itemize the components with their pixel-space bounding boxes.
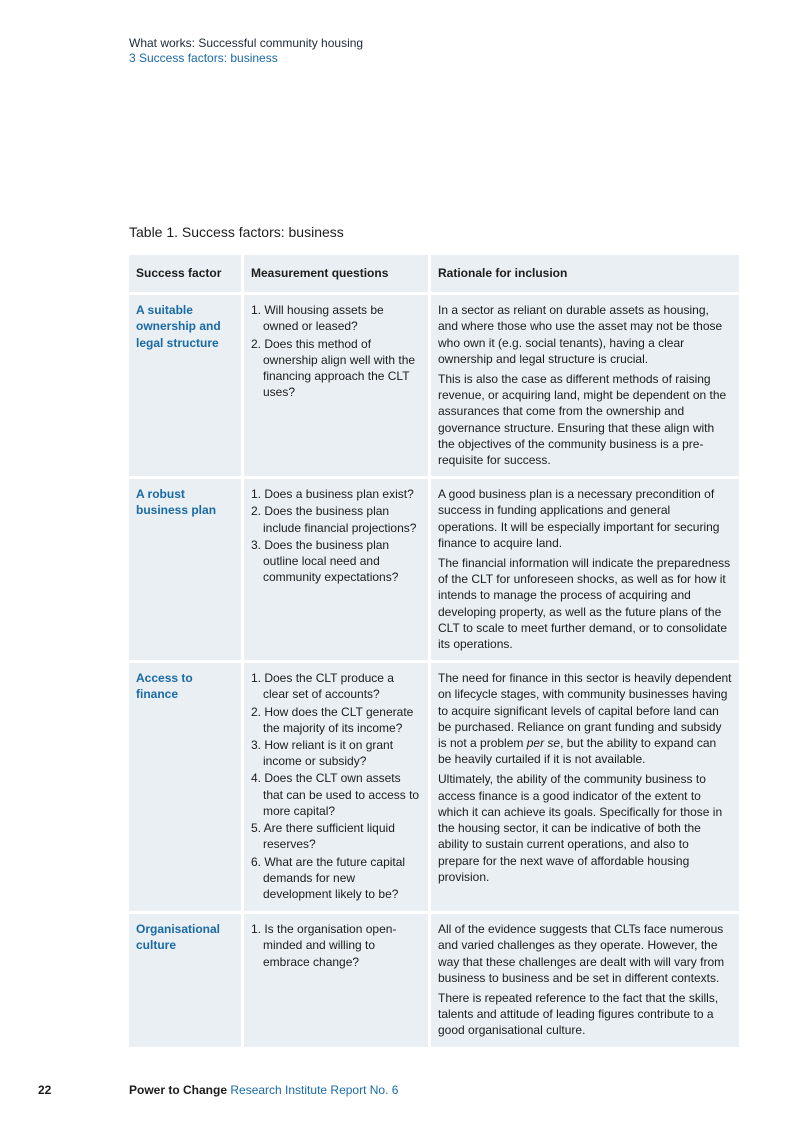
table-row [129, 479, 739, 660]
success-factors-table [126, 252, 742, 1050]
rationale-cell [431, 479, 739, 660]
rationale-cell [431, 663, 739, 911]
question-item: 2. Does the business plan include financial projections? [251, 504, 417, 535]
rationale-paragraph: There is repeated reference to the fact that the skills, talents and attitude of leading figures contribute to a good organisational culture. [438, 990, 719, 1038]
question-item: 3. How reliant is it on grant income or subsidy? [251, 738, 394, 769]
rationale-paragraph: A good business plan is a necessary precondition of success in funding applications and general operations. It will be especially important for securing finance to acquire land. [438, 487, 720, 550]
column-header-rationale: Rationale for inclusion [431, 255, 739, 292]
section-title: 3 Success factors: business [129, 51, 278, 65]
rationale-cell [431, 295, 739, 476]
rationale-cell [431, 914, 739, 1046]
table-row [129, 295, 739, 476]
questions-cell [244, 663, 428, 911]
table-row [129, 914, 739, 1046]
rationale-paragraph: Ultimately, the ability of the community business to access finance is a good indicator of the extent to which it can achieve its goals. Specifically for those in the housing sector, it can be indicative of both the ability to sustain current operations, and also to prepare for the next wave of affordable housing provision. [438, 772, 723, 884]
column-header-measurement-questions: Measurement questions [244, 255, 428, 292]
question-item: 2. Does this method of ownership align well with the financing approach the CLT uses? [251, 336, 416, 400]
table-title: Table 1. Success factors: business [129, 224, 344, 240]
rationale-paragraph: In a sector as reliant on durable assets as housing, and where those who use the asset may not be those who own it (e.g. social tenants), having a clear ownership and legal structure is crucial. [438, 303, 723, 366]
column-header-success-factor: Success factor [129, 255, 241, 292]
question-item: 6. What are the future capital demands for new development likely to be? [251, 854, 406, 901]
success-factor-cell: Access to finance [129, 663, 241, 911]
question-item: 2. How does the CLT generate the majority of its income? [251, 704, 414, 735]
document-title: What works: Successful community housing [129, 36, 364, 50]
table-row [129, 663, 739, 911]
footer-credit [129, 1083, 398, 1097]
questions-list [251, 486, 421, 585]
report-name: Research Institute Report No. 6 [230, 1083, 399, 1097]
publisher-name: Power to Change [129, 1083, 228, 1097]
question-item: 4. Does the CLT own assets that can be used to access to more capital? [251, 771, 420, 818]
success-factor-cell: A suitable ownership and legal structure [129, 295, 241, 476]
rationale-paragraph: The financial information will indicate the preparedness of the CLT for unforeseen shocks, as well as for how it intends to manage the process of acquiring and developing property, as well as the future plans of the CLT to scale to meet further demand, or to consolidate its operations. [438, 556, 731, 652]
question-item: 1. Does the CLT produce a clear set of accounts? [251, 671, 394, 702]
question-item: 1. Is the organisation open-minded and willing to embrace change? [251, 922, 397, 969]
questions-list [251, 302, 421, 400]
running-header [129, 36, 363, 66]
questions-cell [244, 479, 428, 660]
question-item: 1. Will housing assets be owned or leased? [251, 303, 384, 334]
question-item: 3. Does the business plan outline local need and community expectations? [251, 537, 399, 585]
success-factor-cell: A robust business plan [129, 479, 241, 660]
emphasis-text: per se [526, 736, 561, 751]
questions-list [251, 921, 421, 970]
rationale-paragraph: This is also the case as different methods of raising revenue, or acquiring land, might be dependent on the assurances that come from the ownership and governance structure. Ensuring that these align with the objectives of the community business is a pre-requisite for success. [438, 372, 727, 468]
question-item: 1. Does a business plan exist? [251, 487, 414, 502]
questions-list [251, 670, 421, 902]
table-header-row [129, 255, 739, 292]
questions-cell [244, 295, 428, 476]
questions-cell [244, 914, 428, 1046]
page-number: 22 [38, 1083, 52, 1097]
success-factor-cell: Organisational culture [129, 914, 241, 1046]
question-item: 5. Are there sufficient liquid reserves? [251, 821, 395, 852]
rationale-paragraph: The need for finance in this sector is heavily dependent on lifecycle stages, with community businesses having to acquire significant levels of capital before land can be purchased. Reliance on grant funding and subsidy is not a problem per se, but the ability to expand can be heavily curtailed if it is not available. [438, 671, 732, 767]
rationale-paragraph: All of the evidence suggests that CLTs face numerous and varied challenges as they operate. However, the way that these challenges are dealt with will vary from business to business and be set in different contexts. [438, 922, 725, 985]
